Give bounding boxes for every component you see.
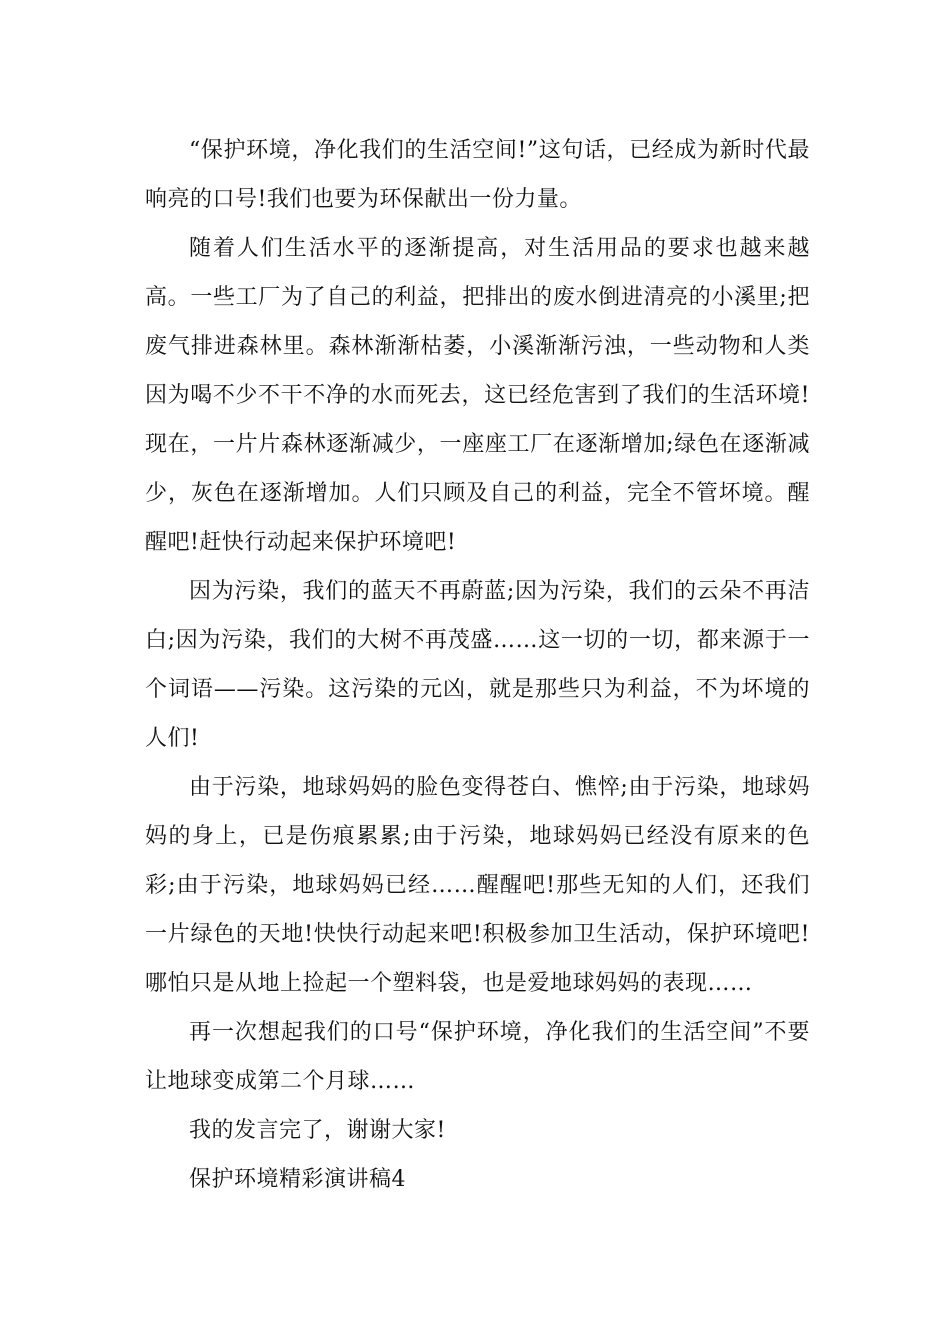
paragraph-because-of-pollution: 因为污染，我们的蓝天不再蔚蓝;因为污染，我们的云朵不再洁白;因为污染，我们的大树不再茂盛……这一切的一切，都来源于一个词语——污染。这污染的元凶，就是那些只为利益，不为坏境的人们! bbox=[145, 579, 810, 751]
next-section-title: 保护环境精彩演讲稿4 bbox=[189, 1167, 406, 1192]
paragraph-mother-earth: 由于污染，地球妈妈的脸色变得苍白、憔悴;由于污染，地球妈妈的身上，已是伤痕累累;由于污染，地球妈妈已经没有原来的色彩;由于污染，地球妈妈已经……醒醒吧!那些无知的人们，还我们一片绿色的天地!快快行动起来吧!积极参加卫生活动，保护环境吧!哪怕只是从地上捡起一个塑料袋，也是爱地球妈妈的表现…… bbox=[145, 775, 810, 996]
speech-body bbox=[145, 126, 810, 1204]
paragraph-closing-thanks: 我的发言完了，谢谢大家! bbox=[189, 1118, 446, 1143]
paragraph-slogan-intro: “保护环境，净化我们的生活空间!”这句话，已经成为新时代最响亮的口号!我们也要为环保献出一份力量。 bbox=[145, 138, 810, 212]
paragraph-pollution-causes: 随着人们生活水平的逐渐提高，对生活用品的要求也越来越高。一些工厂为了自己的利益，把排出的废水倒进清亮的小溪里;把废气排进森林里。森林渐渐枯萎，小溪渐渐污浊，一些动物和人类因为喝不少不干不净的水而死去，这已经危害到了我们的生活环境!现在，一片片森林逐渐减少，一座座工厂在逐渐增加;绿色在逐渐减少，灰色在逐渐增加。人们只顾及自己的利益，完全不管坏境。醒醒吧!赶快行动起来保护环境吧! bbox=[145, 236, 810, 555]
paragraph-slogan-recall: 再一次想起我们的口号“保护环境，净化我们的生活空间”不要让地球变成第二个月球…… bbox=[145, 1020, 810, 1094]
